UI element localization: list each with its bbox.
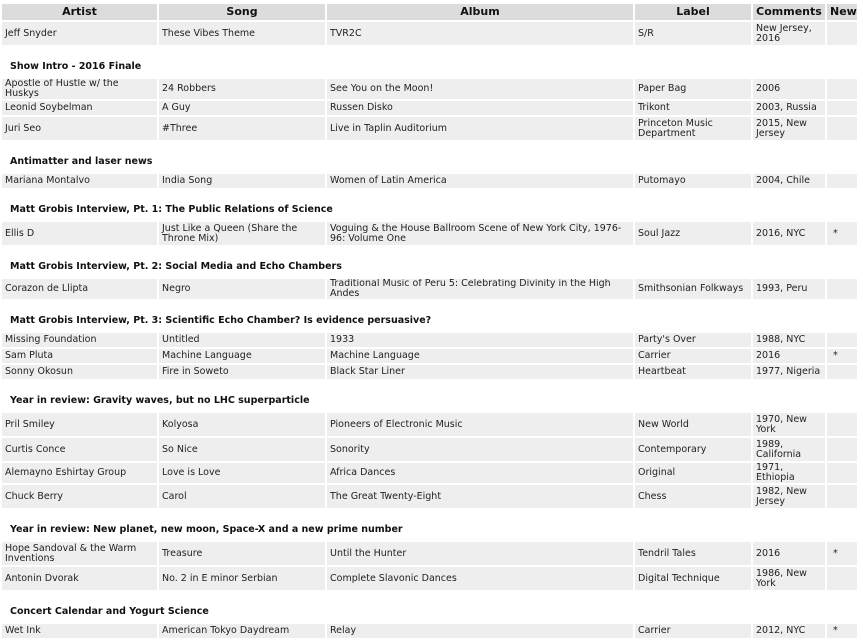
table-row [2, 567, 857, 590]
song-cell: So Nice [159, 438, 325, 461]
song-cell: Just Like a Queen (Share the Throne Mix) [159, 222, 325, 245]
table-row [2, 485, 857, 508]
artist-cell: Juri Seo [2, 117, 157, 140]
label-cell: Party's Over [635, 333, 751, 347]
table-row [2, 222, 857, 245]
comments-cell: New Jersey, 2016 [753, 22, 825, 45]
label-cell: Heartbeat [635, 365, 751, 379]
section-title: Matt Grobis Interview, Pt. 2: Social Media and Echo Chambers [2, 247, 857, 277]
comments-cell: 2015, New Jersey [753, 117, 825, 140]
label-cell: Carrier [635, 349, 751, 363]
comments-cell: 1982, New Jersey [753, 485, 825, 508]
new-marker-cell: * [827, 624, 857, 638]
table-row [2, 22, 857, 45]
song-cell: A Guy [159, 101, 325, 115]
section-heading-row [2, 301, 857, 331]
section-title: Year in review: Gravity waves, but no LHC superparticle [2, 381, 857, 411]
album-cell: Traditional Music of Peru 5: Celebrating Divinity in the High Andes [327, 279, 633, 299]
new-marker-cell: * [827, 222, 857, 245]
album-cell: Russen Disko [327, 101, 633, 115]
comments-cell: 1989, California [753, 438, 825, 461]
section-title: Concert Calendar and Yogurt Science [2, 592, 857, 622]
comments-cell: 2003, Russia [753, 101, 825, 115]
artist-cell: Ellis D [2, 222, 157, 245]
section-title: Antimatter and laser news [2, 142, 857, 172]
song-cell: Carol [159, 485, 325, 508]
artist-cell: Missing Foundation [2, 333, 157, 347]
album-cell: Complete Slavonic Dances [327, 567, 633, 590]
table-row [2, 101, 857, 115]
comments-cell: 1971, Ethiopia [753, 463, 825, 483]
new-marker-cell [827, 413, 857, 436]
column-header-album: Album [327, 4, 633, 20]
label-cell: Princeton Music Department [635, 117, 751, 140]
artist-cell: Antonin Dvorak [2, 567, 157, 590]
artist-cell: Leonid Soybelman [2, 101, 157, 115]
comments-cell: 2004, Chile [753, 174, 825, 188]
song-cell: Machine Language [159, 349, 325, 363]
comments-cell: 2016, NYC [753, 222, 825, 245]
new-marker-cell [827, 22, 857, 45]
table-row [2, 174, 857, 188]
section-heading-row [2, 381, 857, 411]
album-cell: TVR2C [327, 22, 633, 45]
song-cell: Treasure [159, 542, 325, 565]
song-cell: Fire in Soweto [159, 365, 325, 379]
column-header-song: Song [159, 4, 325, 20]
artist-cell: Apostle of Hustle w/ the Huskys [2, 79, 157, 99]
artist-cell: Chuck Berry [2, 485, 157, 508]
album-cell: Live in Taplin Auditorium [327, 117, 633, 140]
artist-cell: Sam Pluta [2, 349, 157, 363]
comments-cell: 2012, NYC [753, 624, 825, 638]
new-marker-cell [827, 279, 857, 299]
comments-cell: 2006 [753, 79, 825, 99]
artist-cell: Jeff Snyder [2, 22, 157, 45]
artist-cell: Pril Smiley [2, 413, 157, 436]
comments-cell: 1988, NYC [753, 333, 825, 347]
table-row [2, 279, 857, 299]
section-heading-row [2, 510, 857, 540]
album-cell: The Great Twenty-Eight [327, 485, 633, 508]
song-cell: These Vibes Theme [159, 22, 325, 45]
label-cell: Trikont [635, 101, 751, 115]
section-title: Show Intro - 2016 Finale [2, 47, 857, 77]
song-cell: Love is Love [159, 463, 325, 483]
album-cell: 1933 [327, 333, 633, 347]
label-cell: New World [635, 413, 751, 436]
label-cell: Digital Technique [635, 567, 751, 590]
header-row [2, 4, 857, 20]
section-heading-row [2, 142, 857, 172]
song-cell: #Three [159, 117, 325, 140]
song-cell: American Tokyo Daydream [159, 624, 325, 638]
section-heading-row [2, 247, 857, 277]
artist-cell: Hope Sandoval & the Warm Inventions [2, 542, 157, 565]
section-heading-row [2, 47, 857, 77]
new-marker-cell: * [827, 349, 857, 363]
new-marker-cell: * [827, 542, 857, 565]
new-marker-cell [827, 567, 857, 590]
table-row [2, 117, 857, 140]
section-title: Matt Grobis Interview, Pt. 1: The Public Relations of Science [2, 190, 857, 220]
song-cell: India Song [159, 174, 325, 188]
artist-cell: Corazon de Llipta [2, 279, 157, 299]
label-cell: Putomayo [635, 174, 751, 188]
label-cell: Tendril Tales [635, 542, 751, 565]
song-cell: No. 2 in E minor Serbian [159, 567, 325, 590]
table-row [2, 542, 857, 565]
label-cell: Contemporary [635, 438, 751, 461]
new-marker-cell [827, 79, 857, 99]
comments-cell: 2016 [753, 542, 825, 565]
column-header-comments: Comments [753, 4, 825, 20]
album-cell: Black Star Liner [327, 365, 633, 379]
comments-cell: 1993, Peru [753, 279, 825, 299]
album-cell: See You on the Moon! [327, 79, 633, 99]
album-cell: Pioneers of Electronic Music [327, 413, 633, 436]
new-marker-cell [827, 463, 857, 483]
label-cell: Paper Bag [635, 79, 751, 99]
artist-cell: Wet Ink [2, 624, 157, 638]
artist-cell: Curtis Conce [2, 438, 157, 461]
column-header-new: New [827, 4, 857, 20]
label-cell: Original [635, 463, 751, 483]
section-heading-row [2, 190, 857, 220]
table-row [2, 413, 857, 436]
new-marker-cell [827, 174, 857, 188]
new-marker-cell [827, 101, 857, 115]
comments-cell: 1986, New York [753, 567, 825, 590]
song-cell: Negro [159, 279, 325, 299]
section-title: Matt Grobis Interview, Pt. 3: Scientific Echo Chamber? Is evidence persuasive? [2, 301, 857, 331]
new-marker-cell [827, 117, 857, 140]
artist-cell: Mariana Montalvo [2, 174, 157, 188]
song-cell: 24 Robbers [159, 79, 325, 99]
album-cell: Women of Latin America [327, 174, 633, 188]
table-row [2, 438, 857, 461]
new-marker-cell [827, 333, 857, 347]
label-cell: S/R [635, 22, 751, 45]
new-marker-cell [827, 365, 857, 379]
label-cell: Carrier [635, 624, 751, 638]
album-cell: Sonority [327, 438, 633, 461]
label-cell: Soul Jazz [635, 222, 751, 245]
new-marker-cell [827, 438, 857, 461]
playlist-table [0, 2, 859, 640]
album-cell: Machine Language [327, 349, 633, 363]
table-row [2, 624, 857, 638]
section-heading-row [2, 592, 857, 622]
label-cell: Smithsonian Folkways [635, 279, 751, 299]
artist-cell: Sonny Okosun [2, 365, 157, 379]
table-row [2, 463, 857, 483]
artist-cell: Alemayno Eshirtay Group [2, 463, 157, 483]
new-marker-cell [827, 485, 857, 508]
song-cell: Untitled [159, 333, 325, 347]
comments-cell: 1977, Nigeria [753, 365, 825, 379]
table-row [2, 333, 857, 347]
album-cell: Africa Dances [327, 463, 633, 483]
album-cell: Relay [327, 624, 633, 638]
album-cell: Voguing & the House Ballroom Scene of New York City, 1976-96: Volume One [327, 222, 633, 245]
table-row [2, 349, 857, 363]
comments-cell: 1970, New York [753, 413, 825, 436]
table-row [2, 79, 857, 99]
label-cell: Chess [635, 485, 751, 508]
table-row [2, 365, 857, 379]
section-title: Year in review: New planet, new moon, Space-X and a new prime number [2, 510, 857, 540]
column-header-label: Label [635, 4, 751, 20]
song-cell: Kolyosa [159, 413, 325, 436]
comments-cell: 2016 [753, 349, 825, 363]
album-cell: Until the Hunter [327, 542, 633, 565]
column-header-artist: Artist [2, 4, 157, 20]
